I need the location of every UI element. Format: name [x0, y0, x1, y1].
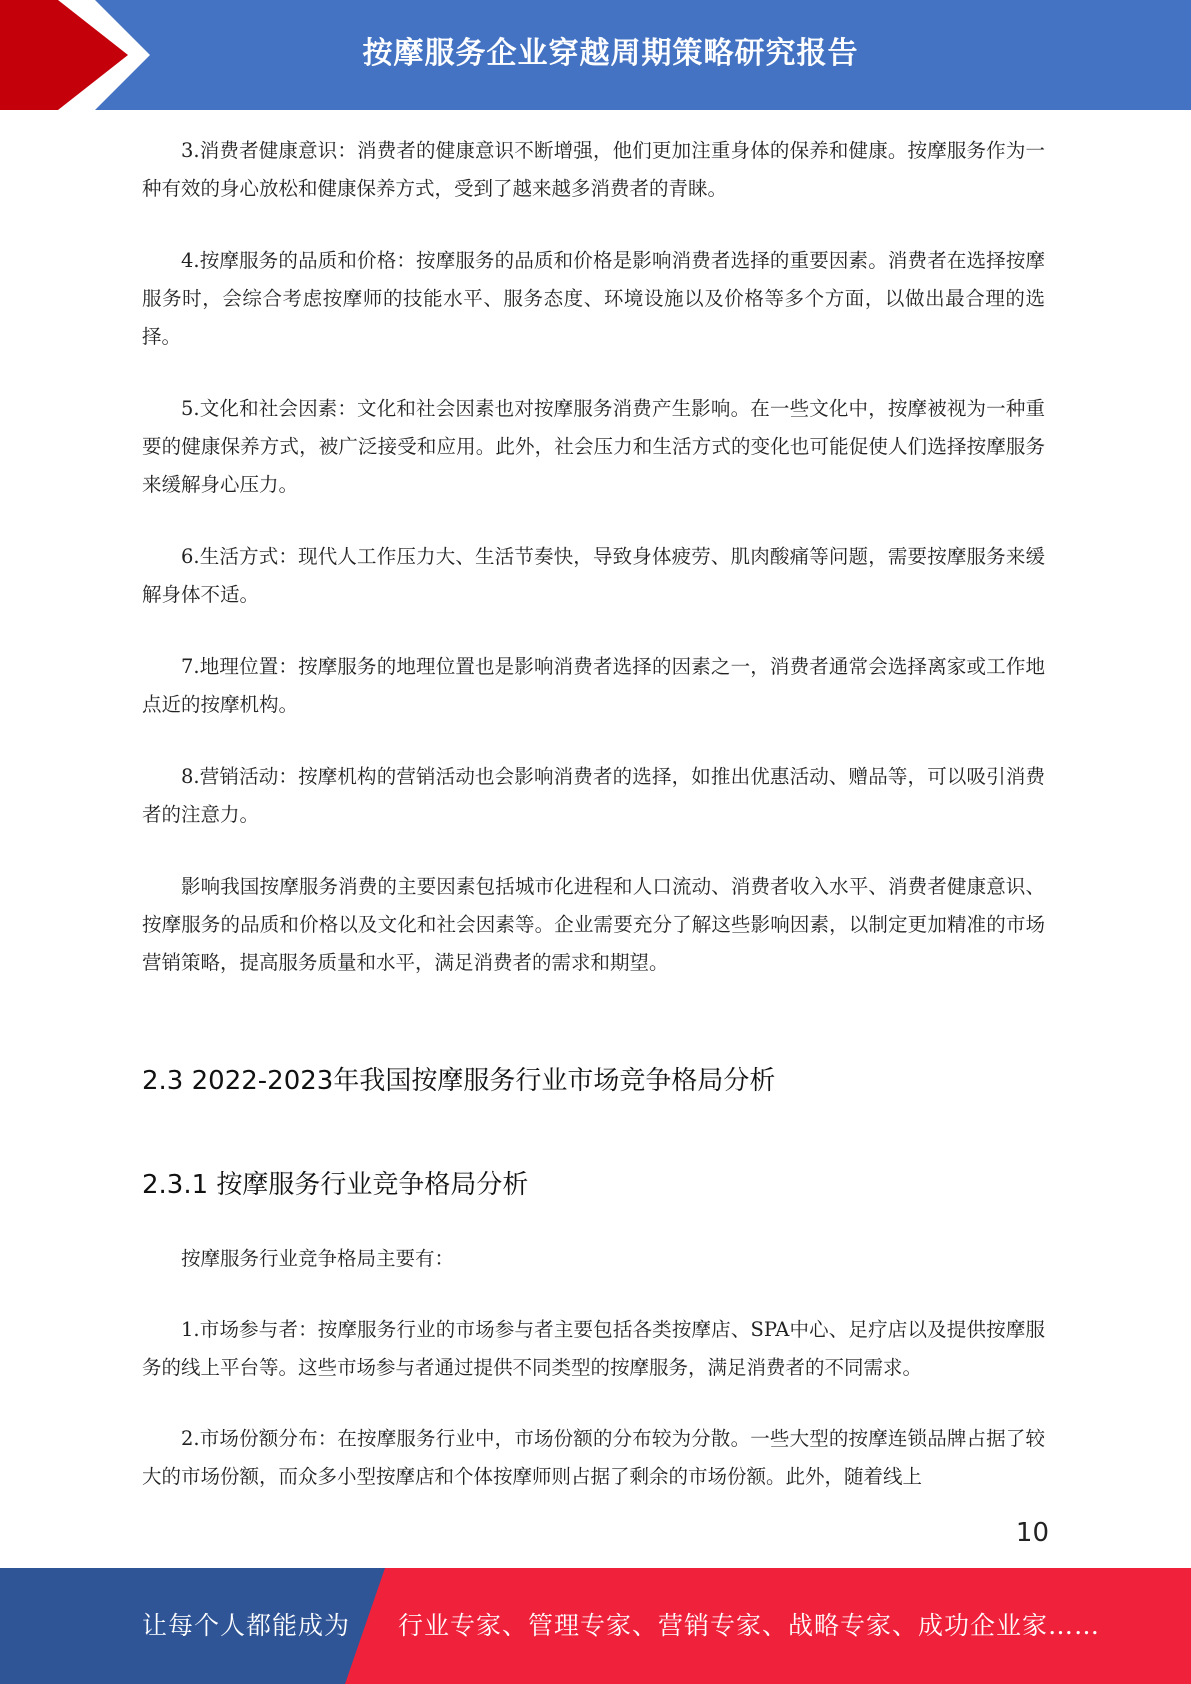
paragraph-market-participants: 1.市场参与者：按摩服务行业的市场参与者主要包括各类按摩店、SPA中心、足疗店以及提供按摩服务的线上平台等。这些市场参与者通过提供不同类型的按摩服务，满足消费者的不同需求。: [142, 1318, 1045, 1379]
subsection-heading: 2.3.1 按摩服务行业竞争格局分析: [142, 1170, 529, 1200]
paragraph-quality-price: 4.按摩服务的品质和价格：按摩服务的品质和价格是影响消费者选择的重要因素。消费者在选择按摩服务时，会综合考虑按摩师的技能水平、服务态度、环境设施以及价格等多个方面，以做出最合理的选择。: [142, 249, 1045, 348]
paragraph-lifestyle: 6.生活方式：现代人工作压力大、生活节奏快，导致身体疲劳、肌肉酸痛等问题，需要按摩服务来缓解身体不适。: [142, 545, 1045, 606]
paragraph-location: 7.地理位置：按摩服务的地理位置也是影响消费者选择的因素之一，消费者通常会选择离家或工作地点近的按摩机构。: [142, 655, 1045, 716]
body-text-top: [142, 132, 1045, 1016]
report-title: 按摩服务企业穿越周期策略研究报告: [362, 36, 859, 71]
body-text-bottom: [142, 1240, 1045, 1529]
footer-slogan-left: 让每个人都能成为: [142, 1611, 351, 1640]
page-header: [0, 0, 1191, 110]
paragraph-marketing: 8.营销活动：按摩机构的营销活动也会影响消费者的选择，如推出优惠活动、赠品等，可以吸引消费者的注意力。: [142, 765, 1045, 826]
paragraph-consumer-health: 3.消费者健康意识：消费者的健康意识不断增强，他们更加注重身体的保养和健康。按摩服务作为一种有效的身心放松和健康保养方式，受到了越来越多消费者的青睐。: [142, 139, 1045, 200]
paragraph-market-share: 2.市场份额分布：在按摩服务行业中，市场份额的分布较为分散。一些大型的按摩连锁品牌占据了较大的市场份额，而众多小型按摩店和个体按摩师则占据了剩余的市场份额。此外，随着线上: [142, 1427, 1045, 1488]
paragraph-competition-intro: 按摩服务行业竞争格局主要有：: [181, 1247, 455, 1270]
section-heading: 2.3 2022-2023年我国按摩服务行业市场竞争格局分析: [142, 1066, 776, 1096]
paragraph-culture-society: 5.文化和社会因素：文化和社会因素也对按摩服务消费产生影响。在一些文化中，按摩被视为一种重要的健康保养方式，被广泛接受和应用。此外，社会压力和生活方式的变化也可能促使人们选择按摩服务来缓解身心压力。: [142, 397, 1045, 496]
page-footer: [0, 1568, 1191, 1684]
footer-slogan-right: 行业专家、管理专家、营销专家、战略专家、成功企业家……: [398, 1611, 1101, 1640]
page-number: 10: [1015, 1518, 1049, 1548]
paragraph-summary: 影响我国按摩服务消费的主要因素包括城市化进程和人口流动、消费者收入水平、消费者健康意识、按摩服务的品质和价格以及文化和社会因素等。企业需要充分了解这些影响因素，以制定更加精准的市场营销策略，提高服务质量和水平，满足消费者的需求和期望。: [142, 875, 1045, 974]
